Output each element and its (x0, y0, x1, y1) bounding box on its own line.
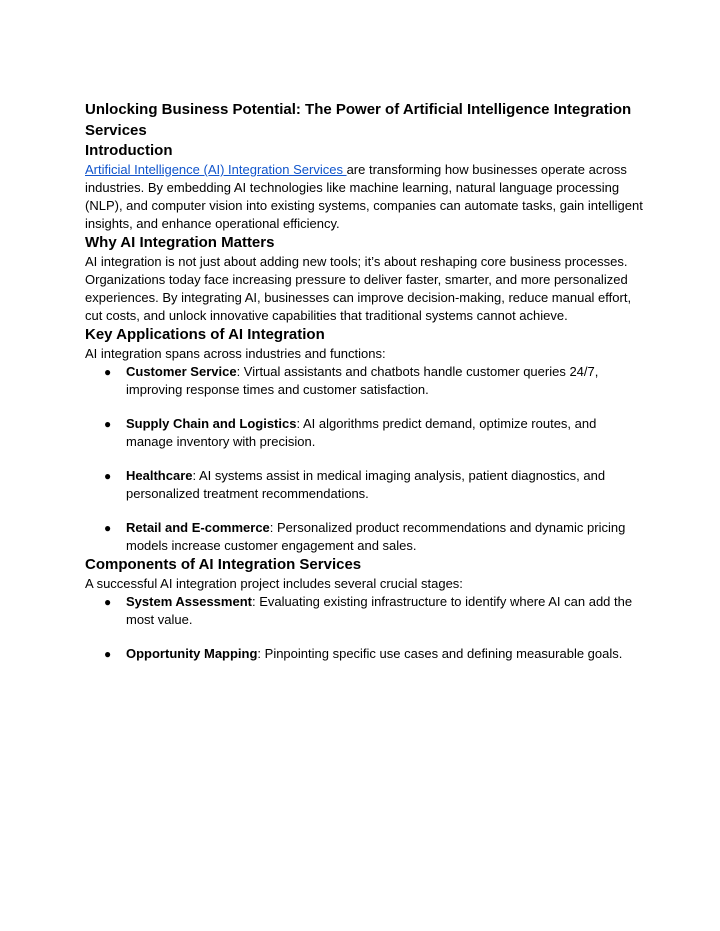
bullet-icon: ● (104, 417, 112, 431)
heading-key-applications: Key Applications of AI Integration (85, 326, 325, 343)
bullet-icon: ● (104, 365, 112, 379)
document-title: Unlocking Business Potential: The Power of Artificial Intelligence Integration Services (85, 101, 632, 139)
why-paragraph: AI integration is not just about adding new tools; it’s about reshaping core business processes. Organizations today face increasing pressure to deliver faster, smarter, and more personalized experiences. By integrating AI, businesses can improve decision-making, reduce manual effort, cut costs, and unlock innovative capabilities that traditional systems cannot achieve. (85, 254, 632, 323)
components-list (85, 593, 645, 663)
bullet-icon: ● (104, 469, 112, 483)
bullet-icon: ● (104, 647, 112, 661)
list-item-term: Healthcare (126, 468, 193, 483)
bullet-icon: ● (104, 521, 112, 535)
ai-integration-services-link[interactable]: Artificial Intelligence (AI) Integration Services (85, 162, 347, 177)
list-item-desc: : Pinpointing specific use cases and defining measurable goals. (257, 646, 623, 661)
heading-introduction: Introduction (85, 142, 173, 159)
document-body (85, 99, 645, 663)
applications-lead: AI integration spans across industries and functions: (85, 346, 386, 361)
applications-list (85, 363, 645, 555)
list-item (85, 519, 645, 555)
bullet-icon: ● (104, 595, 112, 609)
list-item (85, 415, 645, 451)
list-item (85, 467, 645, 503)
list-item-term: Retail and E-commerce (126, 520, 270, 535)
list-item-desc: : Evaluating existing infrastructure to identify where AI can add the most value. (126, 594, 633, 627)
list-item-desc: : Virtual assistants and chatbots handle customer queries 24/7, improving response times and customer satisfaction. (126, 364, 599, 397)
list-item-term: Supply Chain and Logistics (126, 416, 297, 431)
list-item-term: System Assessment (126, 594, 252, 609)
list-item (85, 593, 645, 629)
list-item-desc: : Personalized product recommendations and dynamic pricing models increase customer engagement and sales. (126, 520, 626, 553)
list-item-term: Customer Service (126, 364, 237, 379)
list-item-desc: : AI algorithms predict demand, optimize routes, and manage inventory with precision. (126, 416, 597, 449)
heading-why-ai-integration: Why AI Integration Matters (85, 234, 275, 251)
heading-components: Components of AI Integration Services (85, 556, 362, 573)
intro-paragraph (85, 161, 645, 233)
list-item (85, 363, 645, 399)
components-lead: A successful AI integration project includes several crucial stages: (85, 576, 463, 591)
list-item-term: Opportunity Mapping (126, 646, 258, 661)
list-item-desc: : AI systems assist in medical imaging analysis, patient diagnostics, and personalized treatment recommendations. (126, 468, 606, 501)
intro-text: are transforming how businesses operate across industries. By embedding AI technologies like machine learning, natural language processing (NLP), and computer vision into existing systems, companies can automate tasks, gain intelligent insights, and enhance operational efficiency. (85, 162, 643, 231)
list-item (85, 645, 645, 663)
